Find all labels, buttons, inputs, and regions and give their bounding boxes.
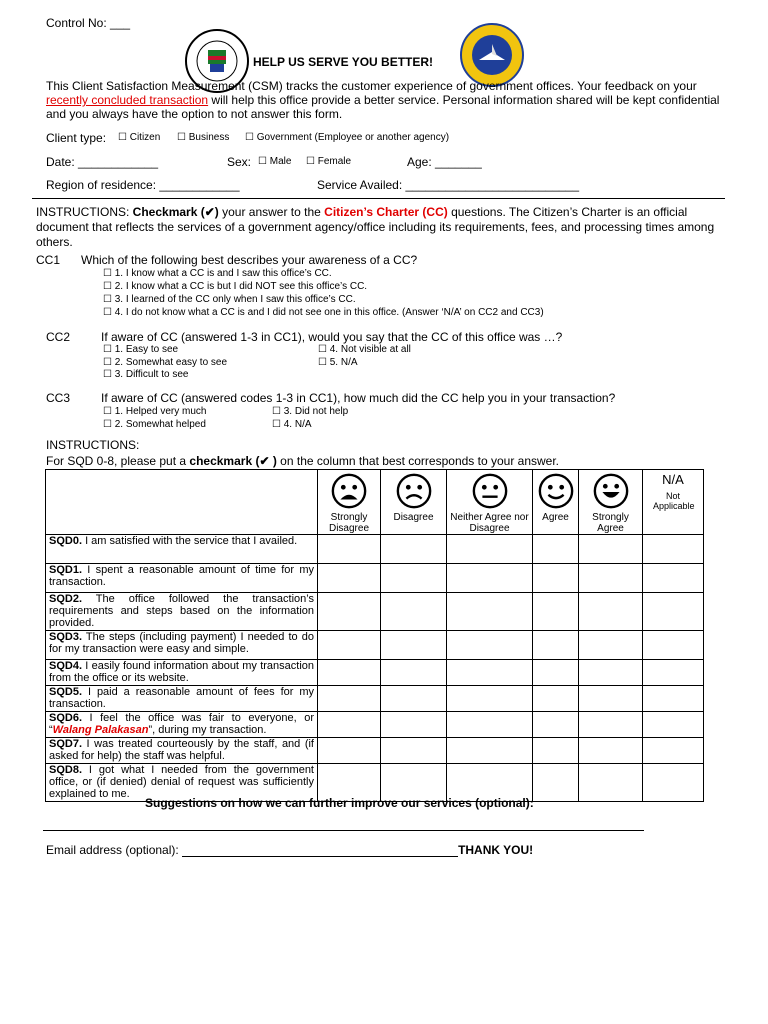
- client-type-government[interactable]: ☐ Government (Employee or another agency): [245, 132, 450, 143]
- form-title: HELP US SERVE YOU BETTER!: [253, 55, 434, 69]
- very-sad-face-icon: [330, 472, 368, 510]
- section-divider: [32, 198, 725, 199]
- cc3-question: If aware of CC (answered codes 1-3 in CC1), how much did the CC help you in your transaction?: [101, 391, 616, 405]
- sqd2-strongly-disagree-cell[interactable]: [318, 593, 381, 631]
- cc3-option-3[interactable]: ☐ 3. Did not help: [272, 406, 349, 417]
- sqd4-neutral-cell[interactable]: [447, 660, 533, 686]
- header-disagree: Disagree: [381, 470, 447, 535]
- sqd4-strongly-agree-cell[interactable]: [579, 660, 643, 686]
- sqd3-disagree-cell[interactable]: [381, 631, 447, 660]
- header-strongly-agree: Strongly Agree: [579, 470, 643, 535]
- neutral-face-icon: [471, 472, 509, 510]
- header-strongly-disagree: Strongly Disagree: [318, 470, 381, 535]
- sqd0-neutral-cell[interactable]: [447, 535, 533, 564]
- sad-face-icon: [395, 472, 433, 510]
- sqd4-statement: SQD4. I easily found information about my transaction from the office or its website.: [46, 660, 318, 686]
- sqd7-neutral-cell[interactable]: [447, 738, 533, 764]
- header-agree: Agree: [533, 470, 579, 535]
- header-blank: [46, 470, 318, 535]
- sqd0-agree-cell[interactable]: [533, 535, 579, 564]
- sqd0-strongly-disagree-cell[interactable]: [318, 535, 381, 564]
- sqd2-statement: SQD2. The office followed the transaction’s requirements and steps based on the information provided.: [46, 593, 318, 631]
- email-row: [46, 843, 533, 857]
- sqd4-disagree-cell[interactable]: [381, 660, 447, 686]
- sqd6-strongly-disagree-cell[interactable]: [318, 712, 381, 738]
- cc1-option-1[interactable]: ☐ 1. I know what a CC is and I saw this office’s CC.: [103, 268, 332, 279]
- sqd3-statement: SQD3. The steps (including payment) I needed to do for my transaction were easy and simple.: [46, 631, 318, 660]
- sqd1-strongly-disagree-cell[interactable]: [318, 564, 381, 593]
- cc-instructions: INSTRUCTIONS: Checkmark (✔) your answer to the Citizen’s Charter (CC) questions. The Citizen’s Charter is an official document that reflects the services of a government agency/office including its requirements, fees, and processing times among others.: [36, 205, 715, 249]
- table-row: [46, 564, 704, 593]
- control-number: Control No: ___: [46, 16, 131, 30]
- email-input-line[interactable]: [182, 843, 458, 857]
- sqd5-statement: SQD5. I paid a reasonable amount of fees for my transaction.: [46, 686, 318, 712]
- table-row: [46, 660, 704, 686]
- sqd5-strongly-disagree-cell[interactable]: [318, 686, 381, 712]
- sqd0-na-cell[interactable]: [643, 535, 704, 564]
- header-neutral: Neither Agree nor Disagree: [447, 470, 533, 535]
- table-header-row: [46, 470, 704, 535]
- table-row: [46, 631, 704, 660]
- cc1-question: Which of the following best describes your awareness of a CC?: [81, 253, 418, 267]
- sqd7-strongly-agree-cell[interactable]: [579, 738, 643, 764]
- cc2-option-4[interactable]: ☐ 4. Not visible at all: [318, 344, 411, 355]
- sqd7-statement: SQD7. I was treated courteously by the staff, and (if asked for help) the staff was helpful.: [46, 738, 318, 764]
- sqd6-strongly-agree-cell[interactable]: [579, 712, 643, 738]
- sqd7-na-cell[interactable]: [643, 738, 704, 764]
- cc2-option-1[interactable]: ☐ 1. Easy to see: [103, 344, 179, 355]
- header-not-applicable: [643, 470, 704, 535]
- sqd2-agree-cell[interactable]: [533, 593, 579, 631]
- client-type-business[interactable]: ☐ Business: [177, 132, 230, 143]
- sqd3-na-cell[interactable]: [643, 631, 704, 660]
- sqd5-na-cell[interactable]: [643, 686, 704, 712]
- sqd6-statement: SQD6. I feel the office was fair to everyone, or “Walang Palakasan”, during my transaction.: [46, 712, 318, 738]
- sqd6-agree-cell[interactable]: [533, 712, 579, 738]
- cc2-option-2[interactable]: ☐ 2. Somewhat easy to see: [103, 357, 228, 368]
- big-smile-face-icon: [592, 472, 630, 510]
- sqd0-statement: SQD0. I am satisfied with the service that I availed.: [46, 535, 318, 564]
- sqd3-neutral-cell[interactable]: [447, 631, 533, 660]
- cc2-option-3[interactable]: ☐ 3. Difficult to see: [103, 369, 189, 380]
- table-row: [46, 686, 704, 712]
- sqd5-agree-cell[interactable]: [533, 686, 579, 712]
- sex-female-option[interactable]: ☐ Female: [306, 156, 352, 167]
- sqd1-neutral-cell[interactable]: [447, 564, 533, 593]
- email-label: Email address (optional):: [46, 843, 183, 857]
- sqd7-agree-cell[interactable]: [533, 738, 579, 764]
- cc2-code: CC2: [46, 330, 71, 344]
- region-field[interactable]: Region of residence: ____________: [46, 178, 240, 192]
- cc1-option-2[interactable]: ☐ 2. I know what a CC is but I did NOT see this office’s CC.: [103, 281, 368, 292]
- sqd8-na-cell[interactable]: [643, 764, 704, 802]
- sqd3-strongly-agree-cell[interactable]: [579, 631, 643, 660]
- sex-male-option[interactable]: ☐ Male: [258, 156, 292, 167]
- sqd0-disagree-cell[interactable]: [381, 535, 447, 564]
- sqd8-statement: SQD8. I got what I needed from the government office, or (if denied) denial of request was sufficiently explained to me.: [46, 764, 318, 802]
- cc1-option-3[interactable]: ☐ 3. I learned of the CC only when I saw this office’s CC.: [103, 294, 356, 305]
- sqd6-na-cell[interactable]: [643, 712, 704, 738]
- sqd3-agree-cell[interactable]: [533, 631, 579, 660]
- client-type-citizen[interactable]: ☐ Citizen: [118, 132, 161, 143]
- sex-label: Sex:: [227, 155, 252, 169]
- cc3-code: CC3: [46, 391, 71, 405]
- sqd8-strongly-agree-cell[interactable]: [579, 764, 643, 802]
- sqd7-disagree-cell[interactable]: [381, 738, 447, 764]
- sqd1-agree-cell[interactable]: [533, 564, 579, 593]
- sqd5-neutral-cell[interactable]: [447, 686, 533, 712]
- sqd8-agree-cell[interactable]: [533, 764, 579, 802]
- cc1-code: CC1: [36, 253, 61, 267]
- table-row: [46, 593, 704, 631]
- date-field[interactable]: Date: ____________: [46, 155, 159, 169]
- sqd1-na-cell[interactable]: [643, 564, 704, 593]
- sqd6-neutral-cell[interactable]: [447, 712, 533, 738]
- cc3-option-2[interactable]: ☐ 2. Somewhat helped: [103, 419, 206, 430]
- suggestions-label: Suggestions on how we can further improve our services (optional):: [145, 796, 534, 810]
- recent-transaction-link[interactable]: recently concluded transaction: [46, 93, 209, 107]
- sqd4-agree-cell[interactable]: [533, 660, 579, 686]
- na-subtitle: Not Applicable: [653, 491, 695, 511]
- client-type-label: Client type:: [46, 131, 107, 145]
- na-title: N/A: [662, 472, 684, 487]
- sqd2-na-cell[interactable]: [643, 593, 704, 631]
- suggestions-input-line[interactable]: [43, 830, 644, 831]
- sqd2-disagree-cell[interactable]: [381, 593, 447, 631]
- smile-face-icon: [537, 472, 575, 510]
- sqd-instructions-label: INSTRUCTIONS:: [46, 438, 140, 452]
- sqd5-strongly-agree-cell[interactable]: [579, 686, 643, 712]
- cc3-option-4[interactable]: ☐ 4. N/A: [272, 419, 312, 430]
- sqd2-strongly-agree-cell[interactable]: [579, 593, 643, 631]
- sqd3-strongly-disagree-cell[interactable]: [318, 631, 381, 660]
- cc3-option-1[interactable]: ☐ 1. Helped very much: [103, 406, 207, 417]
- sqd7-strongly-disagree-cell[interactable]: [318, 738, 381, 764]
- sqd0-strongly-agree-cell[interactable]: [579, 535, 643, 564]
- cc2-option-5[interactable]: ☐ 5. N/A: [318, 357, 358, 368]
- age-field[interactable]: Age: _______: [407, 155, 482, 169]
- sqd5-disagree-cell[interactable]: [381, 686, 447, 712]
- sqd1-disagree-cell[interactable]: [381, 564, 447, 593]
- intro-paragraph: This Client Satisfaction Measurement (CSM) tracks the customer experience of government offices. Your feedback on your recently concluded transaction will help this office provide a better service. Personal information shared will be kept confidential and you always have the option to not answer this form.: [46, 79, 720, 121]
- sqd-instructions: For SQD 0-8, please put a checkmark (✔ ) on the column that best corresponds to your answer.: [46, 454, 560, 468]
- sqd4-strongly-disagree-cell[interactable]: [318, 660, 381, 686]
- thank-you-text: THANK YOU!: [458, 843, 534, 857]
- table-row: [46, 535, 704, 564]
- cc1-option-4[interactable]: ☐ 4. I do not know what a CC is and I did not see one in this office. (Answer ‘N/A’ on CC2 and CC3): [103, 307, 544, 318]
- sqd1-strongly-agree-cell[interactable]: [579, 564, 643, 593]
- table-row: [46, 712, 704, 738]
- cc2-question: If aware of CC (answered 1-3 in CC1), would you say that the CC of this office was …?: [101, 330, 563, 344]
- sqd6-disagree-cell[interactable]: [381, 712, 447, 738]
- sqd1-statement: SQD1. I spent a reasonable amount of time for my transaction.: [46, 564, 318, 593]
- table-row: [46, 738, 704, 764]
- sqd-table: [45, 469, 704, 802]
- sqd2-neutral-cell[interactable]: [447, 593, 533, 631]
- service-availed-field[interactable]: Service Availed: __________________________: [317, 178, 580, 192]
- sqd4-na-cell[interactable]: [643, 660, 704, 686]
